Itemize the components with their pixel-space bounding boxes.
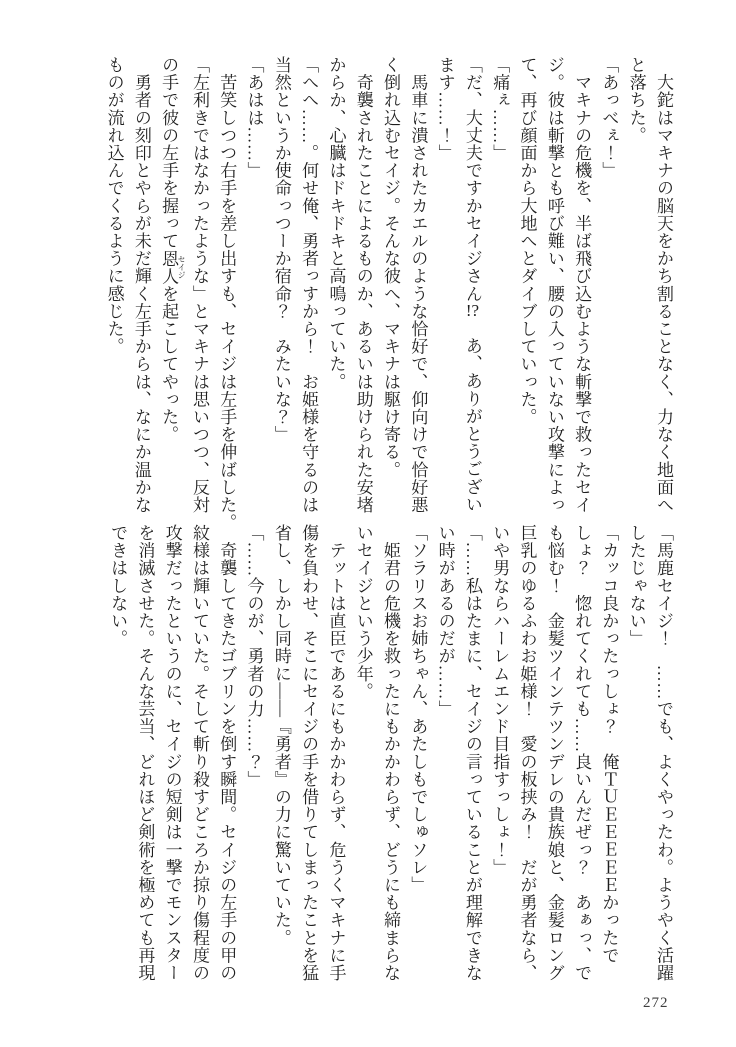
text-line bbox=[213, 524, 240, 994]
text-line bbox=[186, 524, 213, 994]
text-run: て、再び顔面から大地へとダイブしていった。 bbox=[517, 56, 537, 426]
text-run: 傷を負わせ、そこにセイジの手を借りてしまったことを猛 bbox=[299, 524, 319, 982]
text-run: しょ？ 惚れてくれても……良いんだぜっ？ あぁっ、で bbox=[572, 524, 592, 982]
text-run: 紋様は輝いていた。そして斬り殺すどころか掠り傷程度の bbox=[189, 524, 209, 982]
text-run: マキナの危機を、半ば飛び込むような斬撃で救ったセイ bbox=[572, 56, 592, 514]
text-run: !? bbox=[465, 302, 480, 320]
text-run: 「……私はたまに、セイジの言っていることが理解できな bbox=[462, 524, 482, 982]
text-line bbox=[322, 524, 349, 994]
text-line bbox=[431, 524, 458, 994]
text-line bbox=[459, 524, 486, 994]
text-line bbox=[295, 56, 322, 526]
text-run: と落ちた。 bbox=[626, 56, 646, 144]
text-run: く倒れ込むセイジ。そんな彼へ、マキナは駆け寄る。 bbox=[381, 56, 401, 479]
text-line bbox=[104, 524, 131, 994]
text-line bbox=[431, 56, 458, 526]
text-run: 「ソラリスお姉ちゃん、あたしもでしゅソレ」 bbox=[408, 524, 428, 894]
text-run: 「あはは……」 bbox=[244, 56, 264, 180]
text-run: 巨乳のゆるふわお姫様！ 愛の板挟み！ だが勇者なら、 bbox=[517, 524, 537, 982]
text-run: 「へへ……。何せ俺、勇者っすから！ お姫様を守るのは bbox=[299, 56, 319, 514]
text-run: 「馬鹿セイジ！ ……でも、よくやったわ。ようやく活躍 bbox=[654, 524, 673, 982]
text-line bbox=[568, 524, 595, 994]
text-run: したじゃない」 bbox=[626, 524, 646, 648]
page-number: 272 bbox=[643, 995, 669, 1011]
text-line bbox=[131, 524, 158, 994]
text-line bbox=[513, 56, 540, 526]
text-run: の手で彼の左手を握って bbox=[159, 56, 179, 250]
text-line bbox=[100, 56, 127, 526]
text-run: 奇襲してきたゴブリンを倒す瞬間。セイジの左手の甲の bbox=[217, 524, 237, 982]
text-line bbox=[622, 56, 649, 526]
text-run: 奇襲されたことによるものか、あるいは助けられた安堵 bbox=[353, 56, 373, 514]
text-line bbox=[186, 56, 213, 526]
text-run: ジ。彼は斬撃とも呼び難い、腰の入っていない攻撃によっ bbox=[544, 56, 564, 514]
text-run: 「だ、大丈夫ですかセイジさん bbox=[462, 56, 482, 303]
text-line bbox=[377, 56, 404, 526]
text-run: 姫君の危機を救ったにもかかわらず、どうにも締まらな bbox=[381, 524, 401, 982]
text-run: あ、ありがとうござい bbox=[462, 319, 482, 514]
text-line bbox=[268, 524, 295, 994]
text-block-bottom bbox=[104, 524, 677, 994]
text-run: からか、心臓はドキドキと高鳴っていた。 bbox=[326, 56, 346, 391]
text-run: 大鉈はマキナの脳天をかち割ることなく、力なく地面へ bbox=[654, 56, 673, 514]
text-line bbox=[459, 56, 486, 526]
text-line bbox=[568, 56, 595, 526]
text-line bbox=[404, 524, 431, 994]
text-line bbox=[486, 524, 513, 994]
text-run: を消滅させた。そんな芸当、どれほど剣術を極めても再現 bbox=[135, 524, 155, 982]
text-run: ます……！」 bbox=[435, 56, 455, 162]
text-line bbox=[158, 524, 185, 994]
text-line bbox=[513, 524, 540, 994]
text-run: 馬車に潰されたカエルのような恰好で、仰向けで恰好悪 bbox=[408, 56, 428, 514]
text-run: 苦笑しつつ右手を差し出すも、セイジは左手を伸ばした。 bbox=[217, 56, 237, 532]
text-run: 攻撃だったというのに、セイジの短剣は一撃でモンスター bbox=[162, 524, 182, 982]
text-line bbox=[240, 524, 267, 994]
text-block-top bbox=[100, 56, 677, 532]
text-run: 省し、しかし同時に――『勇者』の力に驚いていた。 bbox=[271, 524, 291, 947]
furigana-ruby: 恩人 セイジ bbox=[159, 249, 187, 285]
text-line bbox=[322, 56, 349, 526]
text-line bbox=[404, 56, 431, 526]
text-run: 「痛ぇ……」 bbox=[490, 56, 510, 162]
text-line bbox=[486, 56, 513, 526]
text-line bbox=[541, 524, 568, 994]
text-line bbox=[240, 56, 267, 526]
text-run: できはしない。 bbox=[108, 524, 128, 648]
text-run: 「……今のが、勇者の力……？」 bbox=[244, 524, 264, 788]
text-line bbox=[622, 524, 649, 994]
text-line bbox=[377, 524, 404, 994]
text-run: 当然というか使命っつーか宿命？ みたいな？」 bbox=[271, 56, 291, 444]
text-line bbox=[595, 56, 622, 526]
text-run: ものが流れ込んでくるように感じた。 bbox=[104, 56, 124, 356]
text-run: いや男ならハーレムエンド目指すっしょ！」 bbox=[490, 524, 510, 876]
text-line bbox=[295, 524, 322, 994]
text-run: 「左利きではなかったような」とマキナは思いつつ、反対 bbox=[189, 56, 209, 514]
text-line bbox=[650, 524, 677, 994]
text-run: 「あっべぇ！」 bbox=[599, 56, 619, 180]
text-line bbox=[650, 56, 677, 526]
text-line bbox=[128, 56, 155, 526]
text-line bbox=[541, 56, 568, 526]
text-run: いセイジという少年。 bbox=[353, 524, 373, 700]
text-run: 「カッコ良かったっしょ？ 俺ＴＵＥＥＥＥＥかったで bbox=[599, 524, 619, 964]
text-run: い時があるのだが……」 bbox=[435, 524, 455, 718]
text-line bbox=[213, 56, 240, 532]
text-line bbox=[349, 524, 376, 994]
text-line bbox=[268, 56, 295, 526]
text-run: 勇者の刻印とやらが未だ輝く左手からは、なにか温かな bbox=[131, 56, 151, 514]
text-run: テットは直臣であるにもかかわらず、危うくマキナに手 bbox=[326, 524, 346, 982]
text-line bbox=[155, 56, 186, 526]
text-line bbox=[595, 524, 622, 994]
text-run: を起こしてやった。 bbox=[159, 284, 179, 444]
text-line bbox=[349, 56, 376, 526]
text-run: も悩む！ 金髪ツインテツンデレの貴族娘と、金髪ロング bbox=[544, 524, 564, 982]
